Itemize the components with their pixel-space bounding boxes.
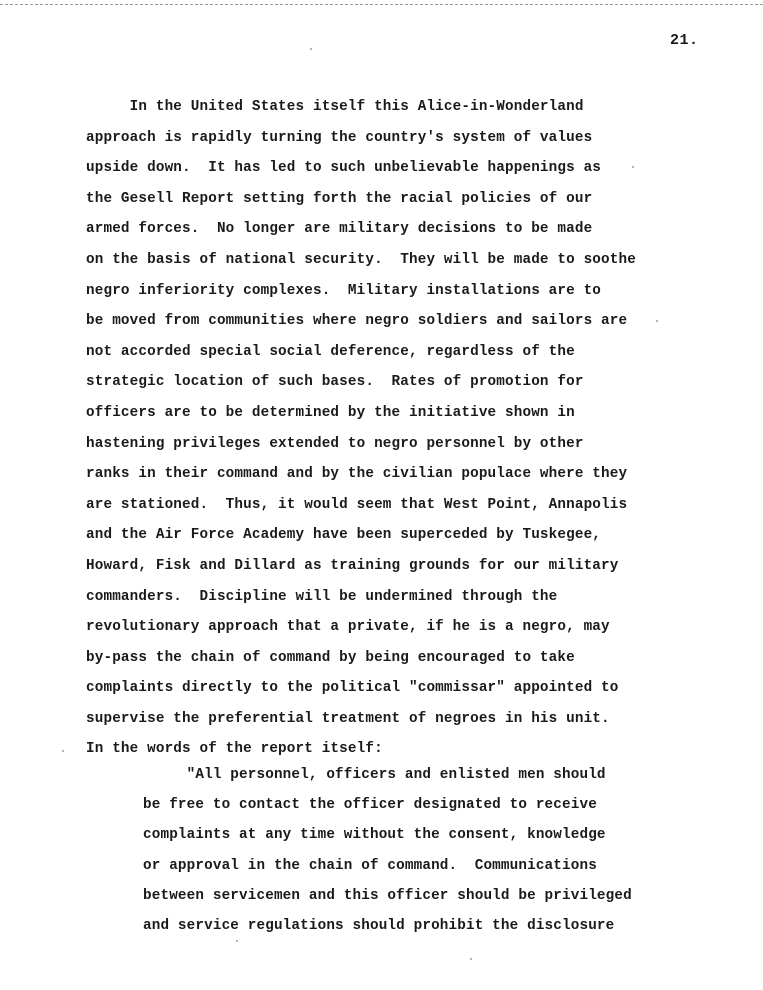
quote-line: "All personnel, officers and enlisted men should [143, 767, 606, 783]
quote-line: complaints at any time without the consent, knowledge [143, 827, 606, 844]
block-quote [143, 764, 743, 945]
paragraph-line: ranks in their command and by the civilian populace where they [86, 466, 628, 483]
paragraph-line: officers are to be determined by the initiative shown in [86, 404, 575, 421]
paragraph-line: negro inferiority complexes. Military installations are to [86, 282, 602, 299]
page-top-edge [0, 4, 763, 5]
paragraph-line: on the basis of national security. They will be made to soothe [86, 251, 636, 268]
paragraph-line: and the Air Force Academy have been superceded by Tuskegee, [86, 527, 602, 544]
quote-line: be free to contact the officer designated to receive [143, 797, 597, 814]
paragraph-line: upside down. It has led to such unbelievable happenings as [86, 160, 602, 177]
paragraph-line: by-pass the chain of command by being encouraged to take [86, 649, 575, 666]
scan-speck [62, 750, 64, 752]
scan-speck [632, 166, 634, 168]
paragraph-line: are stationed. Thus, it would seem that West Point, Annapolis [86, 496, 628, 513]
paragraph-line: supervise the preferential treatment of negroes in his unit. [86, 710, 610, 727]
scan-speck [236, 940, 238, 942]
paragraph-line: commanders. Discipline will be undermined through the [86, 588, 558, 605]
paragraph-line: In the words of the report itself: [86, 741, 383, 758]
paragraph-line: the Gesell Report setting forth the racial policies of our [86, 190, 593, 207]
main-paragraph [86, 96, 746, 769]
paragraph-line: hastening privileges extended to negro personnel by other [86, 435, 584, 452]
paragraph-line: In the United States itself this Alice-in-Wonderland [86, 99, 584, 115]
paragraph-line: strategic location of such bases. Rates of promotion for [86, 374, 584, 391]
paragraph-line: revolutionary approach that a private, if he is a negro, may [86, 619, 610, 636]
scan-speck [470, 958, 472, 960]
paragraph-line: be moved from communities where negro soldiers and sailors are [86, 313, 628, 330]
paragraph-line: complaints directly to the political "commissar" appointed to [86, 680, 619, 697]
scan-speck [310, 48, 312, 50]
paragraph-line: Howard, Fisk and Dillard as training grounds for our military [86, 557, 619, 574]
paragraph-line: not accorded special social deference, regardless of the [86, 343, 575, 360]
paragraph-line: armed forces. No longer are military decisions to be made [86, 221, 593, 238]
page-number: 21. [670, 32, 699, 49]
quote-line: between servicemen and this officer should be privileged [143, 887, 632, 904]
quote-line: and service regulations should prohibit the disclosure [143, 917, 615, 934]
paragraph-line: approach is rapidly turning the country's system of values [86, 129, 593, 146]
scan-speck [656, 320, 658, 322]
quote-line: or approval in the chain of command. Communications [143, 857, 597, 874]
